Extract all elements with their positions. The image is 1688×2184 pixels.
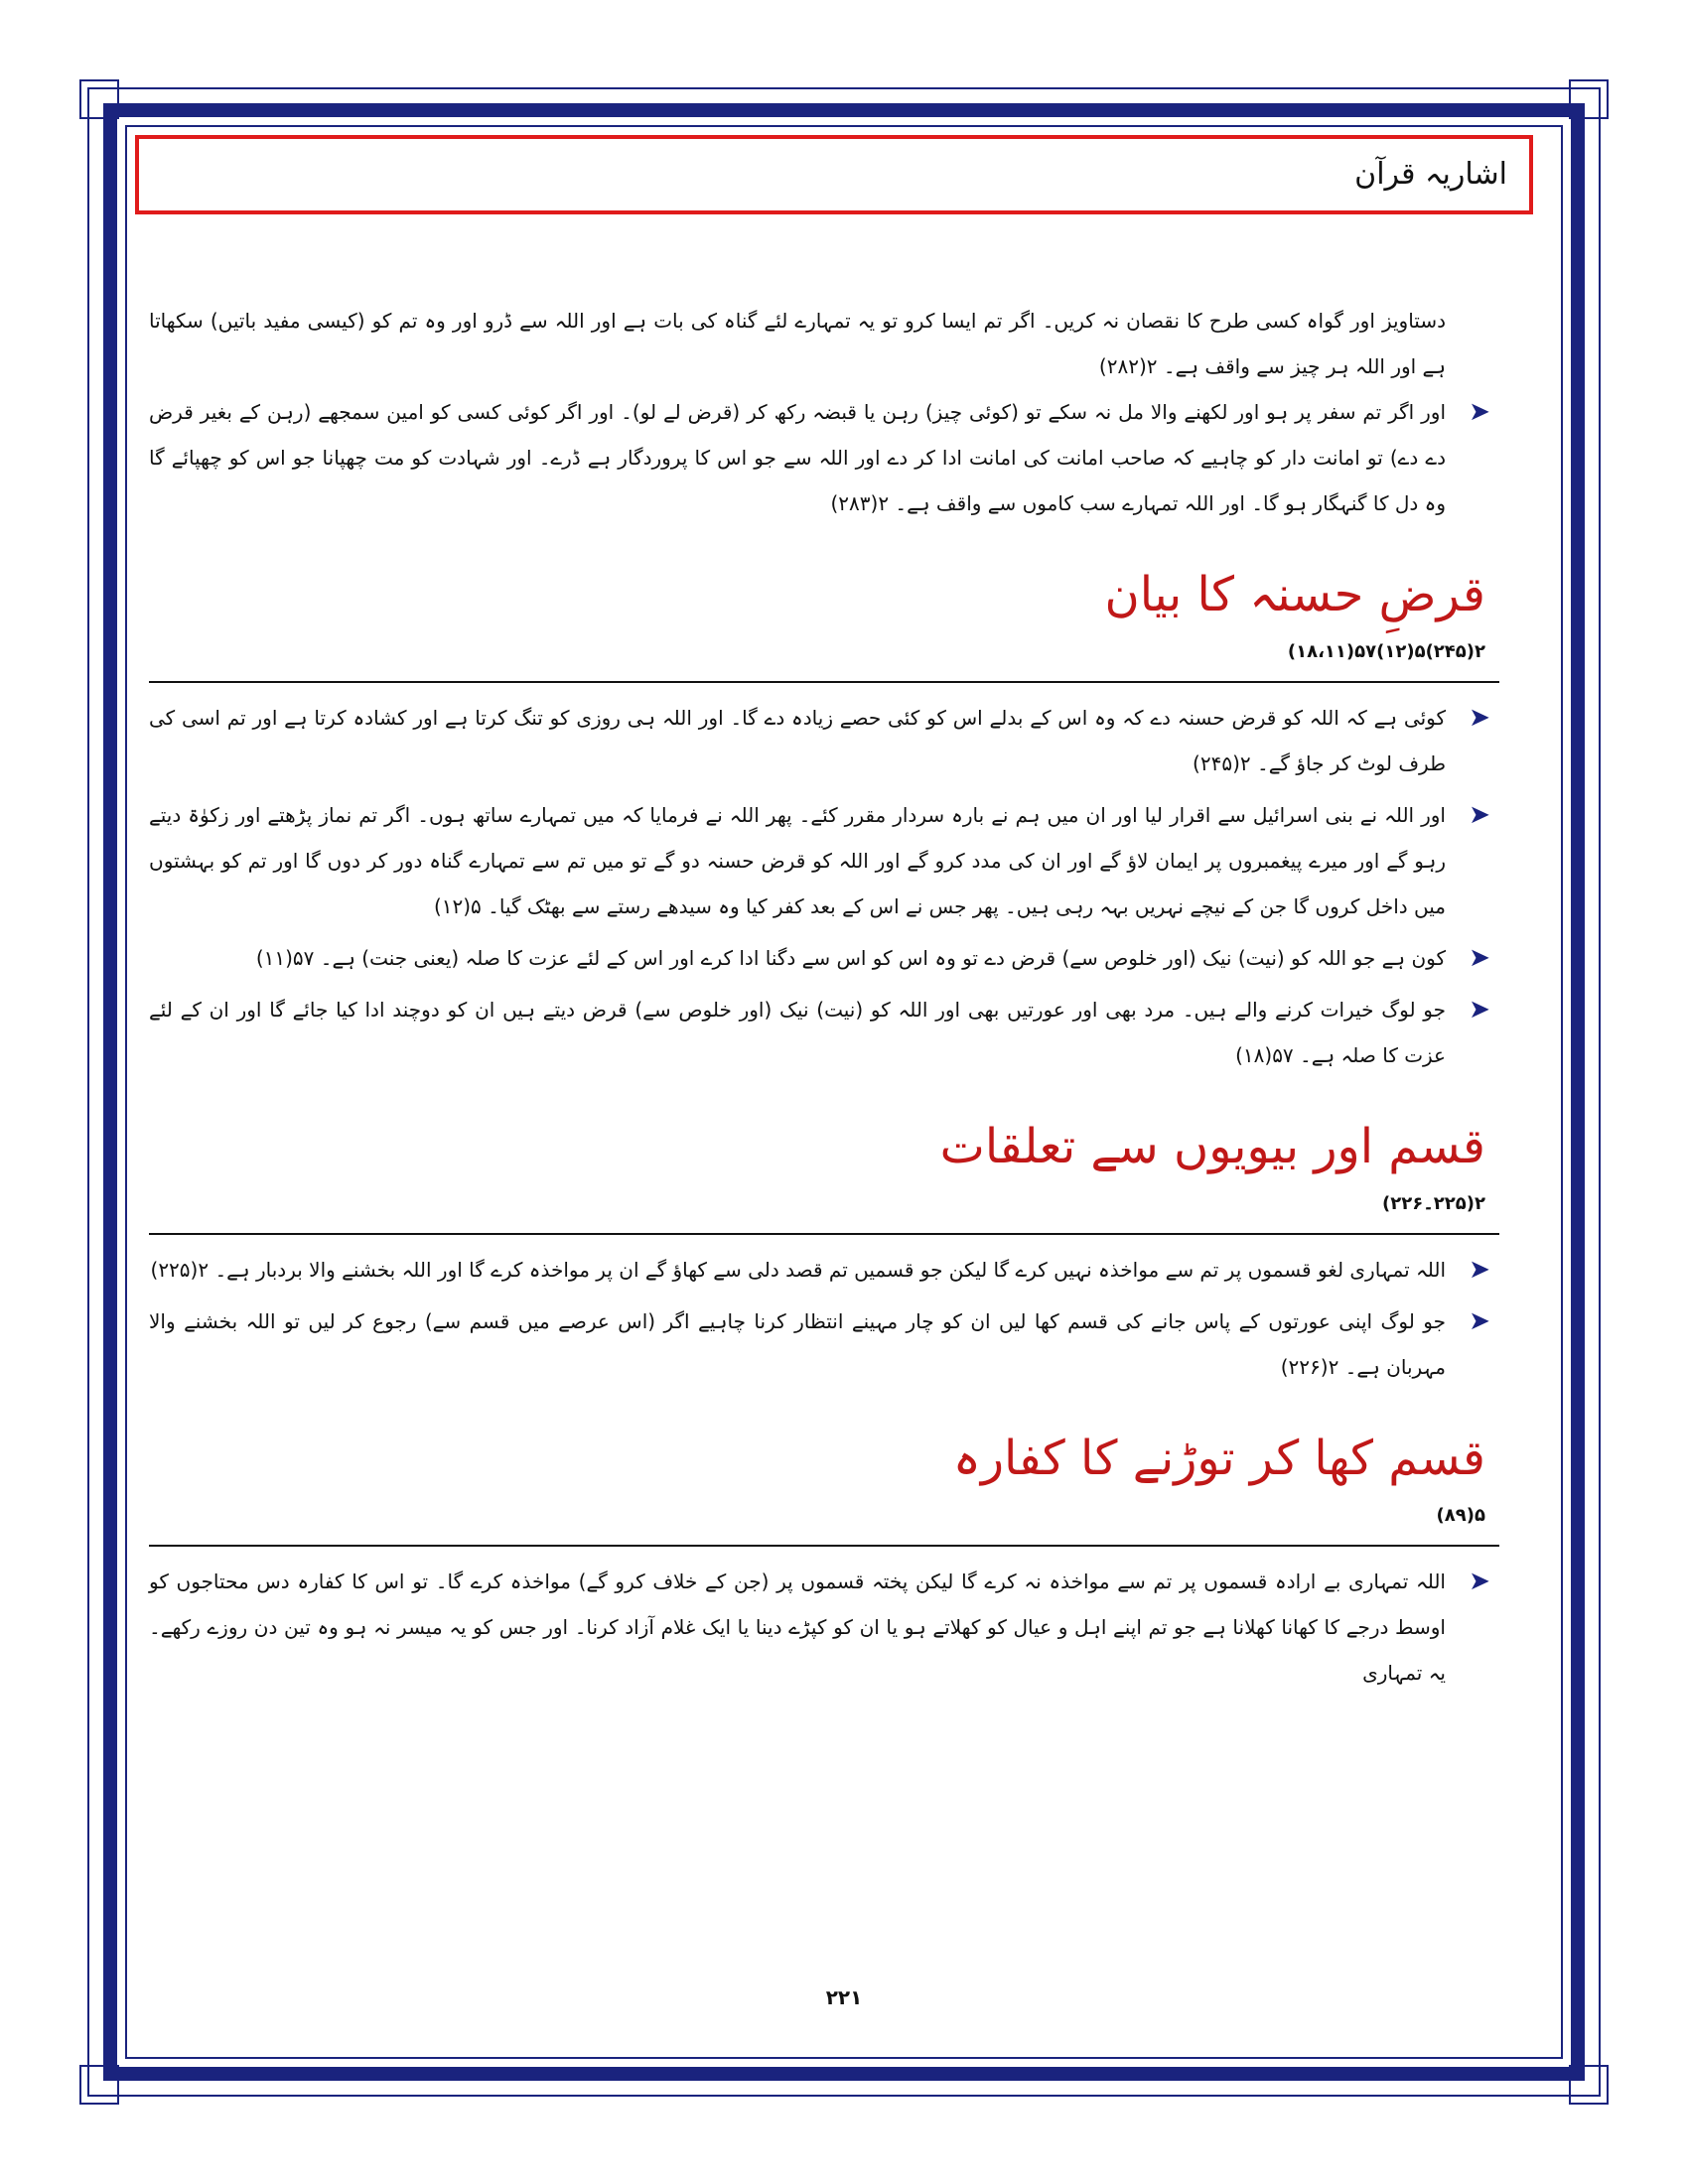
section-title: قسم اور بیویوں سے تعلقات (939, 1119, 1485, 1174)
arrowhead-bullet-icon: ➤ (1469, 397, 1490, 427)
frame-corner-ornament (1569, 79, 1609, 119)
section-qarz-e-hasana (149, 560, 1499, 1078)
list-item (149, 987, 1499, 1078)
entry-text: اللہ تمہاری بے ارادہ قسموں پر تم سے مواخذہ نہ کرے گا لیکن پختہ قسموں پر (جن کے خلاف کرو گے) مواخذہ کرے گا۔ تو اس کا کفارہ دس محتاجوں کو اوسط درجے کا کھانا کھلانا ہے جو تم اپنے اہل و عیال کو کھلاتے ہو یا ان کو کپڑے دینا یا ایک غلام آزاد کرنا۔ اور جس کو یہ میسر نہ ہو وہ تین دن روزے رکھے۔ یہ تمہاری (149, 1570, 1446, 1685)
list-item (149, 1559, 1499, 1696)
section-divider (149, 1233, 1499, 1235)
entry-text: جو لوگ اپنی عورتوں کے پاس جانے کی قسم کھا لیں ان کو چار مہینے انتظار کرنا چاہیے اگر (اس عرصے میں قسم سے) رجوع کر لیں تو اللہ بخشنے والا مہربان ہے۔ ۲(۲۲۶) (149, 1309, 1446, 1379)
entry-text: اور اگر تم سفر پر ہو اور لکھنے والا مل نہ سکے تو (کوئی چیز) رہن یا قبضہ رکھ کر (قرض لے لو)۔ اور اگر کوئی کسی کو امین سمجھے (رہن کے بغیر قرض دے دے) تو امانت دار کو چاہیے کہ صاحب امانت کی امانت ادا کر دے اور اللہ سے جو اس کا پروردگار ہے ڈرے۔ اور شہادت کو مت چھپانا جو اس کو چھپائے گا وہ دل کا گنہگار ہو گا۔ اور اللہ تمہارے سب کاموں سے واقف ہے۔ ۲(۲۸۳) (149, 400, 1447, 515)
list-item (149, 1298, 1499, 1390)
list-item (149, 1247, 1499, 1293)
frame-corner-ornament (79, 79, 119, 119)
entry-text: کوئی ہے کہ اللہ کو قرض حسنہ دے کہ وہ اس کے بدلے اس کو کئی حصے زیادہ دے گا۔ اور اللہ ہی روزی کو تنگ کرتا ہے اور کشادہ کرتا ہے اور تم اسی کی طرف لوٹ کر جاؤ گے۔ ۲(۲۴۵) (149, 706, 1446, 775)
arrowhead-bullet-icon: ➤ (1469, 995, 1490, 1024)
section-title: قسم کھا کر توڑنے کا کفارہ (952, 1431, 1485, 1486)
arrowhead-bullet-icon: ➤ (1469, 1306, 1490, 1336)
list-item (149, 935, 1499, 981)
page-content (149, 298, 1499, 1702)
arrowhead-bullet-icon: ➤ (1469, 1567, 1490, 1596)
entry-text: کون ہے جو اللہ کو (نیت) نیک (اور خلوص سے) قرض دے تو وہ اس کو اس سے دگنا ادا کرے اور اس کے لئے عزت کا صلہ (یعنی جنت) ہے۔ ۵۷(۱۱) (255, 946, 1446, 970)
section-qasam-ka-kaffara (149, 1424, 1499, 1696)
entry-text: اللہ تمہاری لغو قسموں پر تم سے مواخذہ نہیں کرے گا لیکن جو قسمیں تم قصد دلی سے کھاؤ گے ان پر مواخذہ کرے گا اور اللہ بخشنے والا بردبار ہے۔ ۲(۲۲۵) (150, 1258, 1446, 1282)
section-divider (149, 681, 1499, 683)
arrowhead-bullet-icon: ➤ (1469, 703, 1490, 733)
section-title: قرضِ حسنہ کا بیان (1104, 567, 1485, 622)
book-title: اشاریہ قرآن (1354, 157, 1507, 192)
frame-corner-ornament (79, 2065, 119, 2105)
section-references: ۵(۸۹) (1436, 1505, 1485, 1526)
section-qasam-aur-biwiyon (149, 1112, 1499, 1390)
frame-corner-ornament (1569, 2065, 1609, 2105)
page-number: ۲۲۱ (825, 1985, 863, 2009)
list-item (149, 792, 1499, 929)
header-box (135, 135, 1533, 214)
arrowhead-bullet-icon: ➤ (1469, 800, 1490, 830)
list-item (149, 695, 1499, 786)
arrowhead-bullet-icon: ➤ (1469, 943, 1490, 973)
continued-paragraph: دستاویز اور گواہ کسی طرح کا نقصان نہ کریں۔ اگر تم ایسا کرو تو یہ تمہارے لئے گناہ کی بات ہے اور اللہ سے ڈرو اور وہ تم کو (کیسی مفید باتیں) سکھاتا ہے اور اللہ ہر چیز سے واقف ہے۔ ۲(۲۸۲) (149, 309, 1446, 378)
entry-text: جو لوگ خیرات کرنے والے ہیں۔ مرد بھی اور عورتیں بھی اور اللہ کو (نیت) نیک (اور خلوص سے) قرض دیتے ہیں ان کو دوچند ادا کیا جائے گا اور ان کے لئے عزت کا صلہ ہے۔ ۵۷(۱۸) (149, 998, 1446, 1067)
arrowhead-bullet-icon: ➤ (1469, 1255, 1490, 1285)
section-references: ۲(۲۲۵۔۲۲۶) (1382, 1193, 1485, 1214)
section-divider (149, 1545, 1499, 1547)
list-item (149, 389, 1499, 526)
entry-text: اور اللہ نے بنی اسرائیل سے اقرار لیا اور ان میں ہم نے بارہ سردار مقرر کئے۔ پھر اللہ نے فرمایا کہ میں تمہارے ساتھ ہوں۔ اگر تم نماز پڑھتے اور زکوٰۃ دیتے رہو گے اور میرے پیغمبروں پر ایمان لاؤ گے اور ان کی مدد کرو گے اور اللہ کو قرض حسنہ دو گے تو میں تم سے تمہارے گناہ دور کر دوں گا اور تم کو بہشتوں میں داخل کروں گا جن کے نیچے نہریں بہہ رہی ہیں۔ پھر جس نے اس کے بعد کفر کیا وہ سیدھے رستے سے بھٹک گیا۔ ۵(۱۲) (149, 803, 1446, 918)
section-references: ۲(۲۴۵)۵(۱۲)۵۷(۱۸،۱۱) (1287, 641, 1485, 662)
